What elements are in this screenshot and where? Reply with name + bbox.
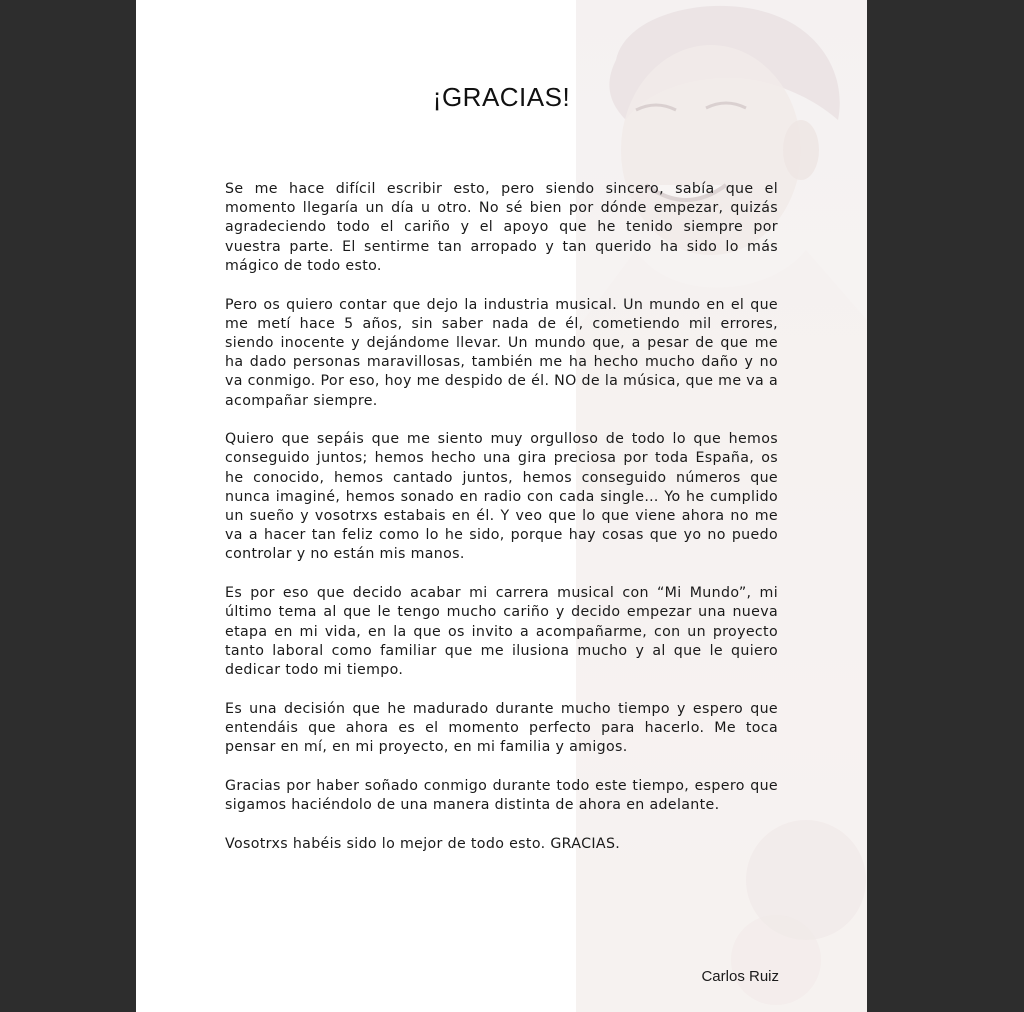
letter-paragraph: Se me hace difícil escribir esto, pero siendo sincero, sabía que el momento llegaría un día u otro. No sé bien por dónde empezar, quizás agradeciendo todo el cariño y el apoyo que he tenido siempre por vuestra parte. El sentirme tan arropado y tan querido ha sido lo más mágico de todo esto. xyxy=(225,181,778,274)
letter-paragraph: Es una decisión que he madurado durante mucho tiempo y espero que entendáis que ahora es el momento perfecto para hacerlo. Me toca pensar en mí, en mi proyecto, en mi familia y amigos. xyxy=(225,700,778,756)
letter-title: ¡GRACIAS! xyxy=(432,82,571,112)
letter-paragraph: Vosotrxs habéis sido lo mejor de todo esto. GRACIAS. xyxy=(225,835,621,852)
letter-page xyxy=(136,0,867,1012)
letter-paragraph: Pero os quiero contar que dejo la industria musical. Un mundo en el que me metí hace 5 años, sin saber nada de él, cometiendo mil errores, siendo inocente y dejándome llevar. Un mundo que, a pesar de que me ha dado personas maravillosas, también me ha hecho mucho daño y no va conmigo. Por eso, hoy me despido de él. NO de la música, que me va a acompañar siempre. xyxy=(225,296,778,409)
letter-paragraph: Quiero que sepáis que me siento muy orgulloso de todo lo que hemos conseguido juntos; hemos hecho una gira preciosa por toda España, os he conocido, hemos cantado juntos, hemos conseguido números que nunca imaginé, hemos sonado en radio con cada single… Yo he cumplido un sueño y vosotrxs estabais en él. Y veo que lo que viene ahora no me va a hacer tan feliz como lo he sido, porque hay cosas que yo no puedo controlar y no están mis manos. xyxy=(225,431,778,563)
letter-body xyxy=(225,180,778,873)
letter-paragraph: Gracias por haber soñado conmigo durante todo este tiempo, espero que sigamos haciéndolo de una manera distinta de ahora en adelante. xyxy=(225,777,778,813)
letter-paragraph: Es por eso que decido acabar mi carrera musical con “Mi Mundo”, mi último tema al que le tengo mucho cariño y decido empezar una nueva etapa en mi vida, en la que os invito a acompañarme, con un proyecto tanto laboral como familiar que me ilusiona mucho y al que le quiero dedicar todo mi tiempo. xyxy=(225,585,778,678)
signature: Carlos Ruiz xyxy=(701,968,779,985)
